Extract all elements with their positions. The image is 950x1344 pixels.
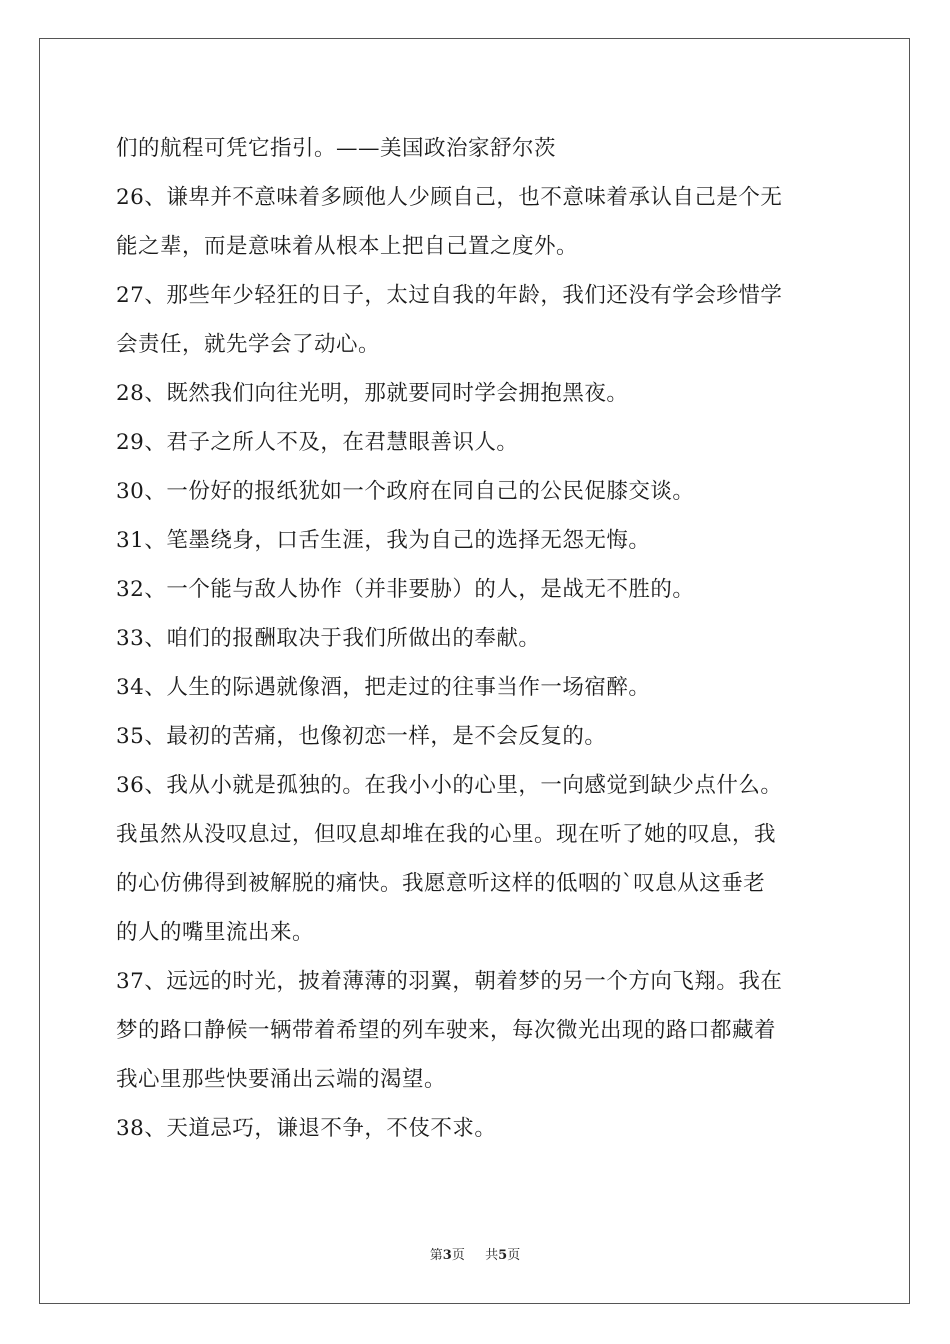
text-line: 33、咱们的报酬取决于我们所做出的奉献。 — [116, 626, 541, 651]
text-line: 的心仿佛得到被解脱的痛快。我愿意听这样的低咽的`叹息从这垂老 — [116, 871, 766, 896]
text-line: 32、一个能与敌人协作（并非要胁）的人，是战无不胜的。 — [116, 577, 695, 602]
text-line: 35、最初的苦痛，也像初恋一样，是不会反复的。 — [116, 724, 607, 749]
total-pages: 5 — [498, 1248, 508, 1263]
text-line: 38、天道忌巧，谦退不争，不伎不求。 — [116, 1116, 497, 1141]
text-line: 28、既然我们向往光明，那就要同时学会拥抱黑夜。 — [116, 381, 629, 406]
page-prefix: 第 — [429, 1248, 443, 1263]
text-line: 我心里那些快要涌出云端的渴望。 — [116, 1067, 447, 1092]
text-line: 我虽然从没叹息过，但叹息却堆在我的心里。现在听了她的叹息，我 — [116, 822, 777, 847]
text-line: 能之辈，而是意味着从根本上把自己置之度外。 — [116, 234, 579, 259]
total-prefix: 共 — [485, 1248, 499, 1263]
page-footer — [0, 1244, 950, 1263]
text-line: 27、那些年少轻狂的日子，太过自我的年龄，我们还没有学会珍惜学 — [116, 283, 783, 308]
text-line: 34、人生的际遇就像酒，把走过的往事当作一场宿醉。 — [116, 675, 651, 700]
document-body — [116, 124, 836, 1153]
text-line: 36、我从小就是孤独的。在我小小的心里，一向感觉到缺少点什么。 — [116, 773, 783, 798]
page-suffix: 页 — [451, 1248, 465, 1263]
text-line: 的人的嘴里流出来。 — [116, 920, 315, 945]
text-line: 30、一份好的报纸犹如一个政府在同自己的公民促膝交谈。 — [116, 479, 695, 504]
text-line: 26、谦卑并不意味着多顾他人少顾自己，也不意味着承认自己是个无 — [116, 185, 783, 210]
text-line: 31、笔墨绕身，口舌生涯，我为自己的选择无怨无悔。 — [116, 528, 651, 553]
page-number: 3 — [442, 1248, 452, 1263]
text-line: 37、远远的时光，披着薄薄的羽翼，朝着梦的另一个方向飞翔。我在 — [116, 969, 783, 994]
text-line: 29、君子之所人不及，在君慧眼善识人。 — [116, 430, 519, 455]
text-line: 们的航程可凭它指引。——美国政治家舒尔茨 — [116, 136, 557, 161]
total-suffix: 页 — [507, 1248, 521, 1263]
text-line: 会责任，就先学会了动心。 — [116, 332, 381, 357]
text-line: 梦的路口静候一辆带着希望的列车驶来，每次微光出现的路口都藏着 — [116, 1018, 777, 1043]
